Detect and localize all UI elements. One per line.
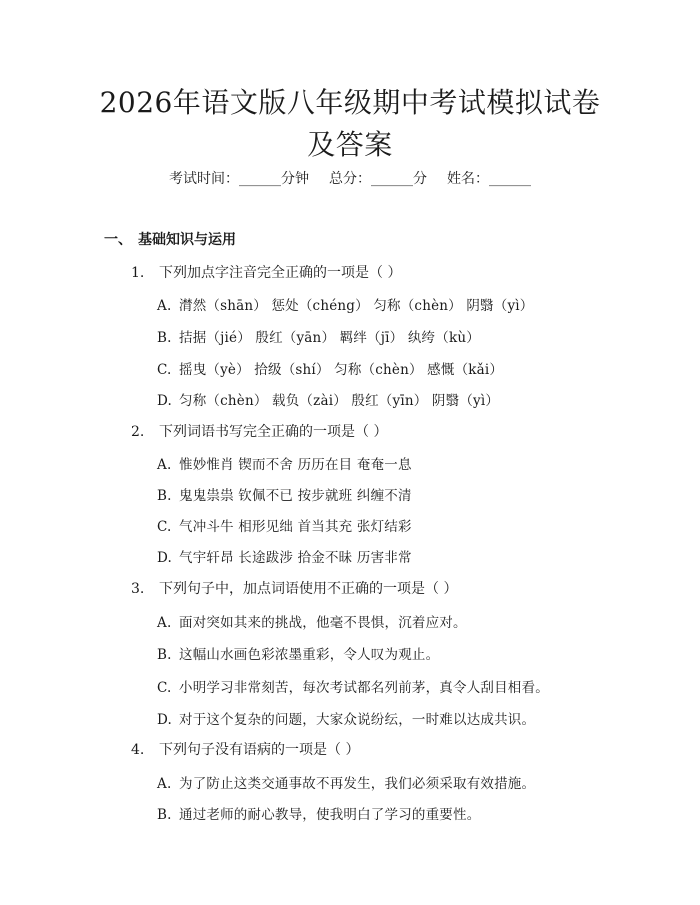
option-4a xyxy=(157,772,535,792)
option-1c xyxy=(157,358,503,378)
option-label: D. xyxy=(157,393,173,409)
option-label: A. xyxy=(157,776,172,792)
option-label: C. xyxy=(157,362,172,378)
exam-meta xyxy=(0,168,700,188)
option-1d xyxy=(157,389,499,409)
option-2b xyxy=(157,484,412,504)
option-3b xyxy=(157,643,439,663)
question-text: 下列词语书写完全正确的一项是（ ） xyxy=(159,424,388,440)
option-text: 拮据（jié） 殷红（yān） 羁绊（jī） 纨绔（kù） xyxy=(179,330,480,346)
question-text: 下列加点字注音完全正确的一项是（ ） xyxy=(159,265,402,281)
option-text: 气宇轩昂 长途跋涉 拾金不昧 历害非常 xyxy=(179,550,412,566)
question-text: 下列句子没有语病的一项是（ ） xyxy=(159,742,360,758)
question-number: 1. xyxy=(131,265,145,281)
option-label: B. xyxy=(157,807,172,823)
page-title: 2026年语文版八年级期中考试模拟试卷及答案 xyxy=(99,86,601,161)
option-3a xyxy=(157,611,467,631)
option-text: 匀称（chèn） 载负（zài） 殷红（yīn） 阴翳（yì） xyxy=(179,393,500,409)
option-text: 这幅山水画色彩浓墨重彩，令人叹为观止。 xyxy=(179,647,440,663)
question-4 xyxy=(131,739,359,759)
option-text: 面对突如其来的挑战，他毫不畏惧，沉着应对。 xyxy=(179,615,467,631)
option-text: 摇曳（yè） 拾级（shí） 匀称（chèn） 感慨（kǎi） xyxy=(179,362,504,378)
option-text: 潸然（shān） 惩处（chéng） 匀称（chèn） 阴翳（yì） xyxy=(179,298,534,314)
question-3 xyxy=(131,578,457,598)
option-label: B. xyxy=(157,330,172,346)
student-name: 姓名：______ xyxy=(447,171,531,187)
option-label: B. xyxy=(157,647,172,663)
question-number: 4. xyxy=(131,742,145,758)
section-heading xyxy=(104,229,236,249)
option-label: A. xyxy=(157,457,172,473)
section-number: 一、 xyxy=(104,232,132,248)
option-text: 通过老师的耐心教导，使我明白了学习的重要性。 xyxy=(179,807,481,823)
option-text: 为了防止这类交通事故不再发生，我们必须采取有效措施。 xyxy=(179,776,536,792)
section-title: 基础知识与运用 xyxy=(138,232,236,248)
option-label: D. xyxy=(157,712,173,728)
option-text: 鬼鬼祟祟 钦佩不已 按步就班 纠缠不清 xyxy=(179,488,412,504)
option-label: D. xyxy=(157,550,173,566)
option-label: A. xyxy=(157,615,172,631)
option-label: B. xyxy=(157,488,172,504)
exam-total-score: 总分：______分 xyxy=(329,171,427,187)
question-number: 3. xyxy=(131,581,145,597)
option-1a xyxy=(157,294,534,314)
option-3c xyxy=(157,676,549,696)
option-2d xyxy=(157,546,412,566)
option-1b xyxy=(157,326,480,346)
option-2c xyxy=(157,515,412,535)
option-label: C. xyxy=(157,519,172,535)
option-3d xyxy=(157,708,535,728)
question-number: 2. xyxy=(131,424,145,440)
option-text: 气冲斗牛 相形见绌 首当其充 张灯结彩 xyxy=(179,519,412,535)
option-text: 对于这个复杂的问题，大家众说纷纭，一时难以达成共识。 xyxy=(179,712,536,728)
option-2a xyxy=(157,453,412,473)
option-text: 小明学习非常刻苦，每次考试都名列前茅，真令人刮目相看。 xyxy=(179,680,549,696)
option-label: A. xyxy=(157,298,172,314)
exam-time: 考试时间：______分钟 xyxy=(169,171,309,187)
question-text: 下列句子中，加点词语使用不正确的一项是（ ） xyxy=(159,581,458,597)
option-text: 惟妙惟肖 锲而不舍 历历在目 奄奄一息 xyxy=(179,457,412,473)
question-2 xyxy=(131,421,387,441)
question-1 xyxy=(131,262,401,282)
option-label: C. xyxy=(157,680,172,696)
option-4b xyxy=(157,803,480,823)
